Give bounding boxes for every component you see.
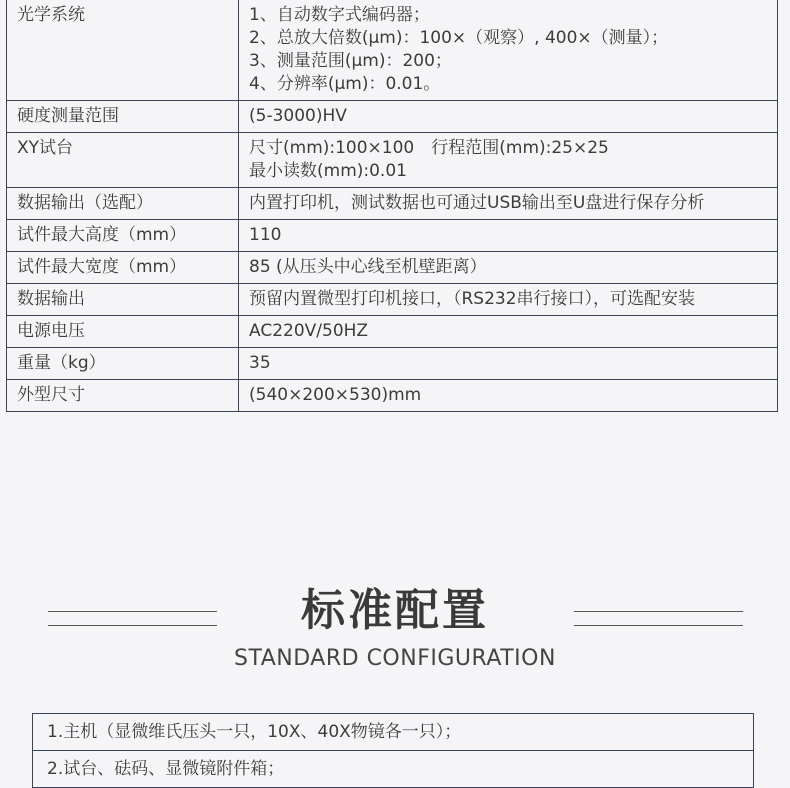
spec-value-line: 3、测量范围(μm)：200； bbox=[249, 51, 452, 71]
spec-row bbox=[7, 284, 778, 316]
spec-value-line: (540×200×530)mm bbox=[249, 385, 422, 405]
spec-row bbox=[7, 252, 778, 284]
spec-row bbox=[7, 316, 778, 348]
spec-value bbox=[239, 133, 778, 188]
spec-key: 试件最大宽度（mm） bbox=[7, 252, 239, 284]
spec-value bbox=[239, 284, 778, 316]
spec-value-line: 4、分辨率(μm)：0.01。 bbox=[249, 74, 441, 94]
spec-value bbox=[239, 348, 778, 380]
spec-value-line: 2、总放大倍数(μm)：100×（观察）, 400×（测量）； bbox=[249, 28, 669, 48]
spec-value-line: 预留内置微型打印机接口，（RS232串行接口），可选配安装 bbox=[249, 289, 696, 309]
spec-value bbox=[239, 188, 778, 220]
spec-value-line: 内置打印机，测试数据也可通过USB输出至U盘进行保存分析 bbox=[249, 193, 705, 213]
spec-row bbox=[7, 220, 778, 252]
spec-key: 重量（kg） bbox=[7, 348, 239, 380]
spec-value-line: 35 bbox=[249, 353, 271, 373]
spec-key: XY试台 bbox=[7, 133, 239, 188]
spec-value-line: 最小读数(mm):0.01 bbox=[249, 161, 407, 181]
spec-key: 试件最大高度（mm） bbox=[7, 220, 239, 252]
section-title: 标准配置 bbox=[301, 585, 489, 636]
spec-row bbox=[7, 101, 778, 133]
section-subtitle: STANDARD CONFIGURATION bbox=[234, 646, 556, 671]
spec-value bbox=[239, 0, 778, 101]
spec-value-line: 110 bbox=[249, 225, 282, 245]
spec-row bbox=[7, 133, 778, 188]
spec-row bbox=[7, 188, 778, 220]
spec-value-line: 85 (从压头中心线至机壁距离） bbox=[249, 257, 487, 277]
spec-value-line: 尺寸(mm):100×100 行程范围(mm):25×25 bbox=[249, 138, 609, 158]
config-list bbox=[32, 713, 754, 788]
spec-key: 硬度测量范围 bbox=[7, 101, 239, 133]
spec-value bbox=[239, 101, 778, 133]
config-item: 1.主机（显微维氏压头一只，10X、40X物镜各一只）； bbox=[33, 714, 753, 751]
spec-key: 外型尺寸 bbox=[7, 380, 239, 412]
spec-key: 电源电压 bbox=[7, 316, 239, 348]
spec-value-line: AC220V/50HZ bbox=[249, 321, 369, 341]
spec-key: 光学系统 bbox=[7, 0, 239, 101]
spec-value bbox=[239, 380, 778, 412]
spec-value bbox=[239, 220, 778, 252]
spec-value-line: 1、自动数字式编码器； bbox=[249, 5, 430, 25]
spec-row bbox=[7, 348, 778, 380]
spec-value-line: (5-3000)HV bbox=[249, 106, 347, 126]
spec-key: 数据输出 bbox=[7, 284, 239, 316]
spec-row bbox=[7, 380, 778, 412]
spec-key: 数据输出（选配） bbox=[7, 188, 239, 220]
spec-value bbox=[239, 252, 778, 284]
spec-value bbox=[239, 316, 778, 348]
config-item: 2.试台、砝码、显微镜附件箱； bbox=[47, 759, 285, 779]
spec-row bbox=[7, 0, 778, 101]
spec-table bbox=[6, 0, 778, 412]
